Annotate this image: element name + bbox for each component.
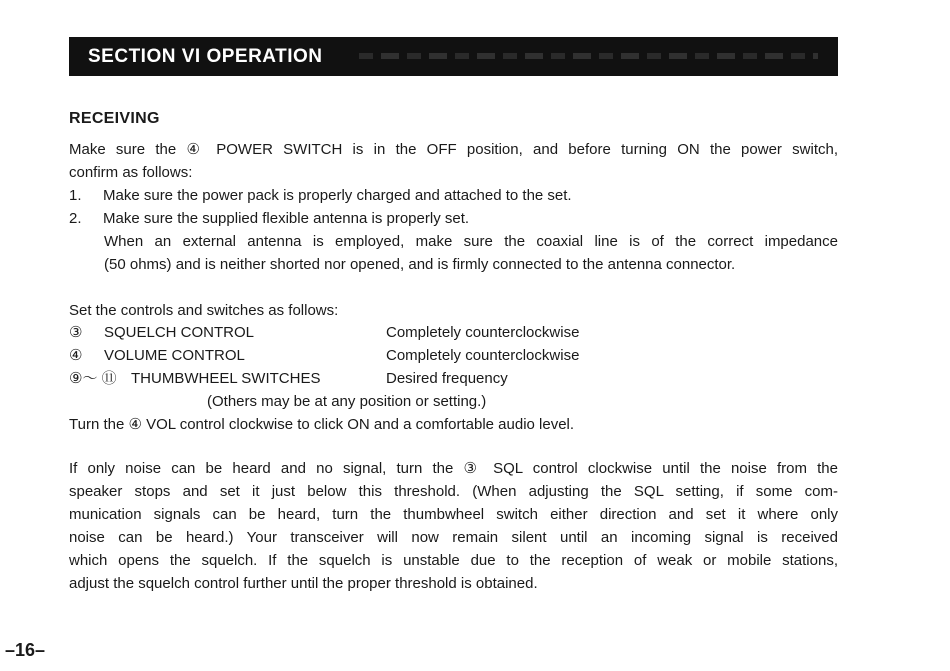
control-row-setting: Completely counterclockwise (386, 324, 580, 341)
intro-line-2: confirm as follows: (69, 164, 193, 181)
controls-turn-instruction: Turn the ④ VOL control clockwise to click ON and a comfortable audio level. (69, 416, 575, 433)
section-title: SECTION VI OPERATION (88, 45, 323, 67)
header-bar-artifact (359, 53, 818, 59)
control-row-symbol: ③ (69, 324, 83, 341)
paragraph-line-3: munication signals can be heard, turn the thumbwheel switch either direction and set it where only (69, 506, 838, 523)
list-item-2-cont-1: When an external antenna is employed, make sure the coaxial line is of the correct impedance (104, 233, 838, 250)
receiving-heading: RECEIVING (69, 110, 160, 127)
list-item-1 (69, 187, 572, 205)
list-item-2-cont-2: (50 ohms) and is neither shorted nor opened, and is firmly connected to the antenna connector. (104, 256, 736, 273)
paragraph-line-1: If only noise can be heard and no signal, turn the ③ SQL control clockwise until the noise from the (69, 460, 838, 477)
paragraph-line-2: speaker stops and set it just below this threshold. (When adjusting the SQL setting, if some com- (69, 483, 838, 500)
paragraph-line-4: noise can be heard.) Your transceiver will now remain silent until an incoming signal is received (69, 529, 838, 546)
control-row-symbol: ⑨～ ⑪ (69, 370, 117, 387)
list-item-2-number: 2. (69, 210, 82, 227)
control-row-name: THUMBWHEEL SWITCHES (131, 370, 321, 387)
paragraph-line-5: which opens the squelch. If the squelch is unstable due to the reception of weak or mobile stations, (69, 552, 838, 569)
list-item-1-number: 1. (69, 187, 82, 204)
controls-note: (Others may be at any position or setting.) (207, 393, 487, 410)
control-row-symbol: ④ (69, 347, 83, 364)
control-row-name: SQUELCH CONTROL (104, 324, 255, 341)
controls-intro: Set the controls and switches as follows: (69, 302, 339, 319)
control-row-setting: Completely counterclockwise (386, 347, 580, 364)
page-number: –16– (5, 640, 46, 660)
control-row-setting: Desired frequency (386, 370, 508, 387)
intro-line-1: Make sure the ④ POWER SWITCH is in the OFF position, and before turning ON the power switch, (69, 141, 838, 158)
control-row-name: VOLUME CONTROL (104, 347, 245, 364)
list-item-2 (69, 210, 469, 228)
list-item-2-text: Make sure the supplied flexible antenna is properly set. (103, 210, 470, 227)
paragraph-line-6: adjust the squelch control further until the proper threshold is obtained. (69, 575, 538, 592)
section-header-bar (69, 37, 838, 76)
list-item-1-text: Make sure the power pack is properly charged and attached to the set. (103, 187, 572, 204)
